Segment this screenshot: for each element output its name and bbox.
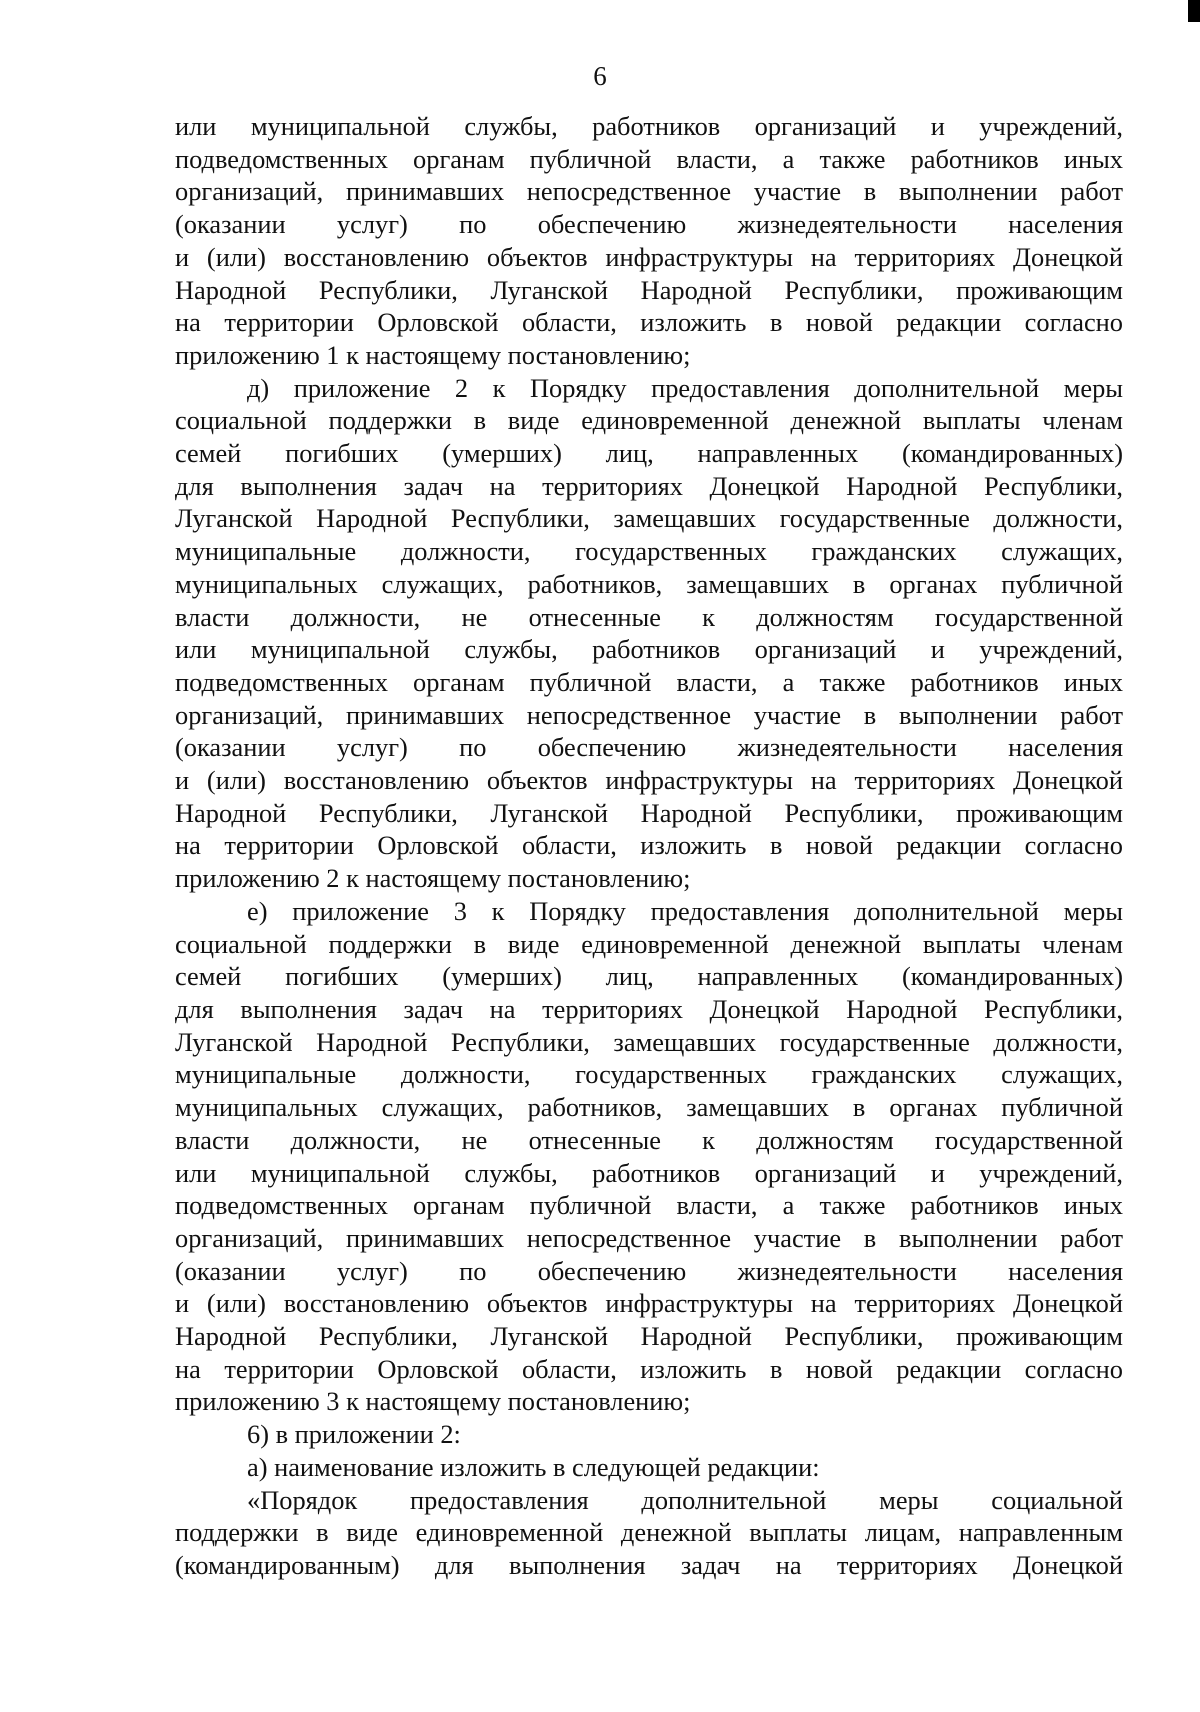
text-line: муниципальных служащих, работников, замещавших в органах публичной [175,1092,1123,1123]
text-line: или муниципальной службы, работников организаций и учреждений, [175,1157,1123,1188]
text-line: на территории Орловской области, изложить в новой редакции согласно [175,830,1123,861]
text-line: или муниципальной службы, работников организаций и учреждений, [175,634,1123,665]
page-number: 6 [593,61,607,91]
text-line: Народной Республики, Луганской Народной Республики, проживающим [175,797,1123,828]
text-line: Народной Республики, Луганской Народной Республики, проживающим [175,1321,1123,1352]
text-line: муниципальные должности, государственных гражданских служащих, [175,536,1123,567]
text-line: а) наименование изложить в следующей редакции: [247,1451,820,1482]
text-line: Народной Республики, Луганской Народной Республики, проживающим [175,274,1123,305]
text-line: семей погибших (умерших) лиц, направленных (командированных) [175,438,1123,469]
text-line: подведомственных органам публичной власти, а также работников иных [175,666,1123,697]
text-line: подведомственных органам публичной власти, а также работников иных [175,1190,1123,1221]
scan-edge-mark [1188,0,1200,22]
text-line: Луганской Народной Республики, замещавших государственные должности, [175,1026,1123,1057]
text-line: «Порядок предоставления дополнительной меры социальной [247,1484,1123,1515]
text-line: на территории Орловской области, изложить в новой редакции согласно [175,307,1123,338]
text-line: (оказании услуг) по обеспечению жизнедеятельности населения [175,209,1123,240]
text-line: (оказании услуг) по обеспечению жизнедеятельности населения [175,732,1123,763]
text-line: приложению 1 к настоящему постановлению; [175,339,691,370]
text-line: 6) в приложении 2: [247,1419,461,1450]
text-line: власти должности, не отнесенные к должностям государственной [175,601,1123,632]
text-line: и (или) восстановлению объектов инфраструктуры на территориях Донецкой [175,241,1123,272]
text-line: е) приложение 3 к Порядку предоставления дополнительной меры [247,895,1123,926]
text-line: организаций, принимавших непосредственное участие в выполнении работ [175,699,1123,730]
text-line: власти должности, не отнесенные к должностям государственной [175,1124,1123,1155]
text-line: приложению 3 к настоящему постановлению; [175,1386,691,1417]
text-line: и (или) восстановлению объектов инфраструктуры на территориях Донецкой [175,1288,1123,1319]
text-line: (командированным) для выполнения задач на территориях Донецкой [175,1549,1123,1580]
text-line: на территории Орловской области, изложить в новой редакции согласно [175,1353,1123,1384]
text-line: организаций, принимавших непосредственное участие в выполнении работ [175,1222,1123,1253]
text-line: социальной поддержки в виде единовременной денежной выплаты членам [175,405,1123,436]
document-body [175,110,1123,1582]
text-line: и (или) восстановлению объектов инфраструктуры на территориях Донецкой [175,765,1123,796]
text-line: подведомственных органам публичной власти, а также работников иных [175,143,1123,174]
text-line: муниципальные должности, государственных гражданских служащих, [175,1059,1123,1090]
text-line: для выполнения задач на территориях Донецкой Народной Республики, [175,470,1123,501]
text-line: социальной поддержки в виде единовременной денежной выплаты членам [175,928,1123,959]
text-line: приложению 2 к настоящему постановлению; [175,863,691,894]
text-line: семей погибших (умерших) лиц, направленных (командированных) [175,961,1123,992]
text-line: или муниципальной службы, работников организаций и учреждений, [175,111,1123,141]
text-line: Луганской Народной Республики, замещавших государственные должности, [175,503,1123,534]
text-line: муниципальных служащих, работников, замещавших в органах публичной [175,568,1123,599]
text-line: д) приложение 2 к Порядку предоставления дополнительной меры [247,372,1123,403]
text-line: для выполнения задач на территориях Донецкой Народной Республики, [175,993,1123,1024]
text-line: поддержки в виде единовременной денежной выплаты лицам, направленным [175,1517,1123,1548]
text-line: организаций, принимавших непосредственное участие в выполнении работ [175,176,1123,207]
text-line: (оказании услуг) по обеспечению жизнедеятельности населения [175,1255,1123,1286]
